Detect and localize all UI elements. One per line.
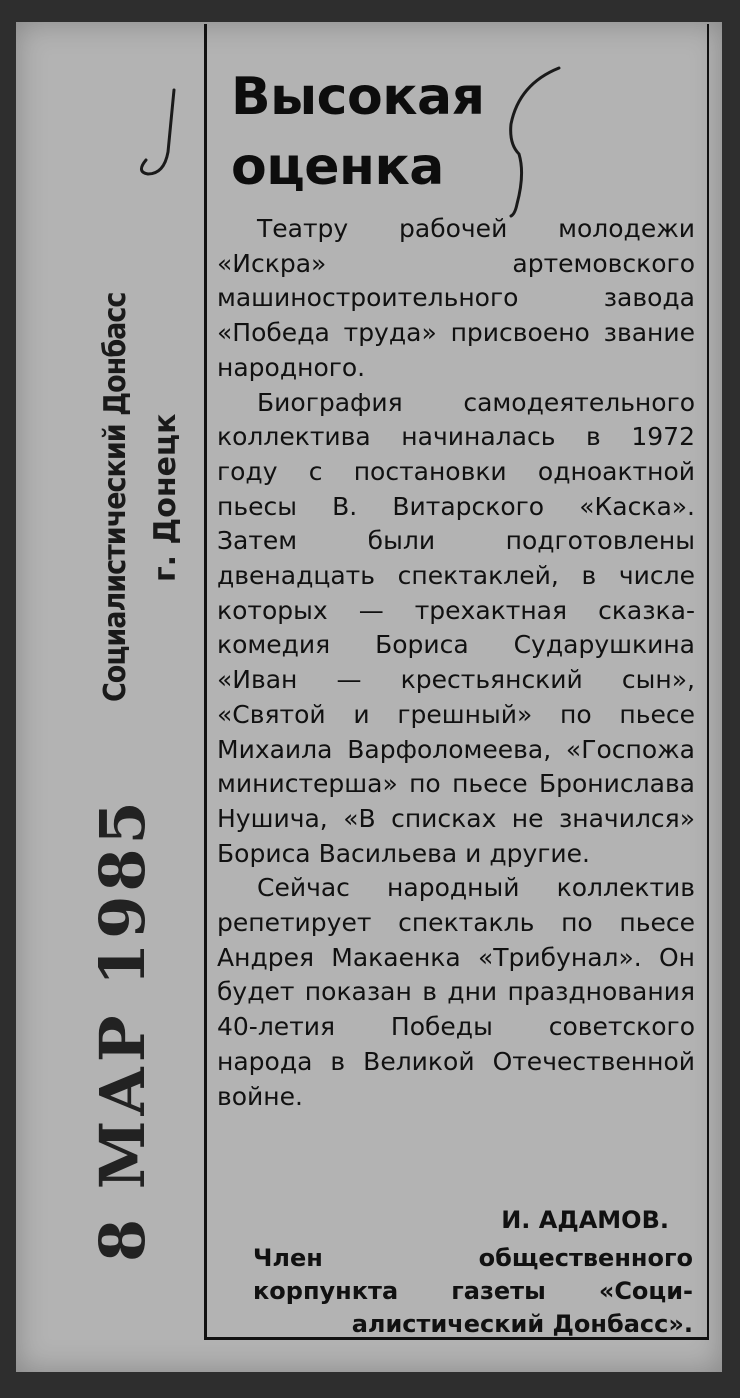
author-credit (253, 1242, 693, 1341)
article-headline (231, 62, 491, 202)
date-stamp: 8 МАР 1985 (86, 797, 159, 1262)
article-paragraph-2: Биография самодеятельного коллектива начиналась в 1972 году с постановки одноактной пьесы В. Витарского «Каска». Затем были подготовлены двенадцать спектаклей, в числе которых — трехактная сказка-комедия Бориса Сударушкина «Иван — крестьянский сын», «Святой и грешный» по пьесе Михаила Варфоломеева, «Госпожа министерша» по пьесе Бронислава Нушича, «В списках не значился» Бориса Васильева и другие. (217, 387, 695, 868)
article-paragraph-1: Театру рабочей молодежи «Искра» артемовского машиностроительного завода «Победа труда» присвоено звание народного. (217, 214, 695, 382)
pencil-check-mark (134, 82, 184, 182)
author-signature: И. АДАМОВ. (501, 1206, 669, 1234)
city-stamp: г. Донецк (148, 413, 183, 582)
handwritten-mark (489, 64, 579, 224)
article-frame (204, 24, 709, 1340)
credit-line-1: Член общественного (253, 1244, 693, 1272)
newspaper-name-stamp: Социалистический Донбасс (98, 292, 133, 702)
article-body (217, 212, 695, 1114)
archive-stamp-column (16, 22, 202, 1372)
credit-line-2: корпункта газеты «Соци- (253, 1277, 693, 1305)
article-paragraph-3: Сейчас народный коллектив репетирует спектакль по пьесе Андрея Макаенка «Трибунал». Он будет показан в дни празднования 40-летия Победы советского народа в Великой Отечественной войне. (217, 873, 695, 1111)
headline-line-1: Высокая (231, 67, 485, 127)
headline-line-2: оценка (231, 137, 444, 197)
credit-line-3: алистический Донбасс». (351, 1310, 693, 1338)
